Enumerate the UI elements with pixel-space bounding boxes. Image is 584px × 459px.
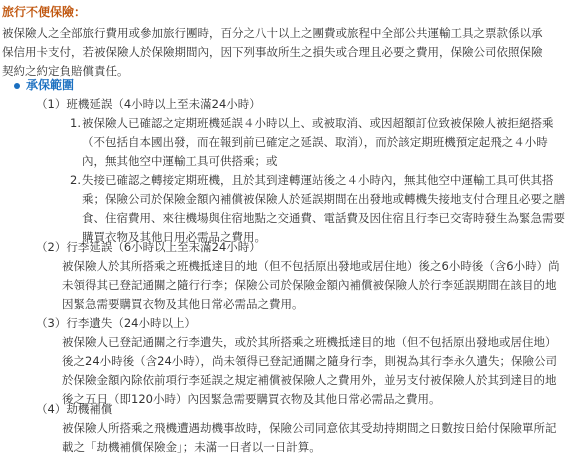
sub-line: 內，無其他空中運輸工具可供搭乘；或 (82, 154, 278, 168)
intro-line: 被保險人之全部旅行費用或參加旅行團時，百分之八十以上之團費或旅程中全部公共運輸工具之票款係以承 (2, 26, 543, 40)
sub-line: 乘；保險公司於保險金額內補償被保險人於延誤期間在出發地或轉機失接地支付合理且必要之膳 (82, 192, 565, 206)
intro-line: 保信用卡支付，若被保險人於保險期間內，因下列事故所生之損失或合理且必要之費用，保險公司依照保險 (2, 45, 543, 59)
item-baggage-loss-title: （3）行李遺失（24小時以上） (36, 316, 196, 330)
body-line: 被保險人於其所搭乘之班機抵達目的地（但不包括原出發地或居住地）後之6小時後（含6小時）尚 (62, 259, 560, 273)
item-baggage-delay-body (62, 257, 578, 314)
item-hijack-title: （4）劫機補償 (36, 402, 113, 416)
sub-line: 被保險人已確認之定期班機延誤４小時以上、或被取消、或因超額訂位致被保險人被拒絕搭乘 (82, 116, 554, 130)
body-line: 被保險人所搭乘之飛機遭遇劫機事故時，保險公司同意依其受劫持期間之日數按日給付保險單所記 (62, 421, 557, 435)
item-hijack-body (62, 419, 578, 457)
section-title: 旅行不便保險： (2, 5, 87, 19)
item-baggage-loss-body (62, 333, 578, 409)
item-baggage-delay-title: （2）行李延誤（6小時以上至未滿24小時） (36, 240, 261, 254)
item-flight-delay-sub-2 (70, 171, 578, 247)
body-line: 後之五日（即120小時）內因緊急需要購買衣物及其他日常必需品之費用。 (62, 392, 441, 406)
sub-line: 失接已確認之轉接定期班機，且於其到達轉運站後之４小時內，無其他空中運輸工具可供其搭 (82, 173, 554, 187)
coverage-heading-label: 承保範圍 (26, 78, 75, 92)
intro-line: 契約之約定負賠償責任。 (2, 64, 129, 78)
bullet-icon (14, 83, 20, 89)
intro-paragraph (2, 24, 580, 81)
coverage-heading (14, 76, 74, 95)
body-line: 因緊急需要購買衣物及其他日常必需品之費用。 (62, 297, 304, 311)
body-line: 被保險人已登記通關之行李遺失，或於其所搭乘之班機抵達目的地（但不包括原出發地或居住地） (62, 335, 557, 349)
sub-number: 2. (70, 173, 81, 187)
sub-line: （不包括自本國出發，而在報到前已確定之延誤、取消），而於該定期班機預定起飛之４小時 (82, 135, 548, 149)
body-line: 後之24小時後（含24小時），尚未領得已登記通關之隨身行李，則視為其行李永久遺失；保險公司 (62, 354, 558, 368)
body-line: 未領得其已登記通關之隨行行李；保險公司於保險金額內補償被保險人於行李延誤期間在該目的地 (62, 278, 557, 292)
item-flight-delay-sub-1 (70, 114, 578, 171)
item-flight-delay-title: （1）班機延誤（4小時以上至未滿24小時） (36, 97, 261, 111)
sub-line: 購買衣物及其他日用必需品之費用。 (82, 230, 266, 244)
sub-line: 食、住宿費用、來往機場與住宿地點之交通費、電話費及因住宿且行李已交寄時發生為緊急需要 (82, 211, 565, 225)
body-line: 於保險金額內除依前項行李延誤之規定補償被保險人之費用外，並另支付被保險人於其到達目的地 (62, 373, 557, 387)
body-line: 載之「劫機補償保險金」；未滿一日者以一日計算。 (62, 440, 321, 454)
sub-number: 1. (70, 116, 81, 130)
